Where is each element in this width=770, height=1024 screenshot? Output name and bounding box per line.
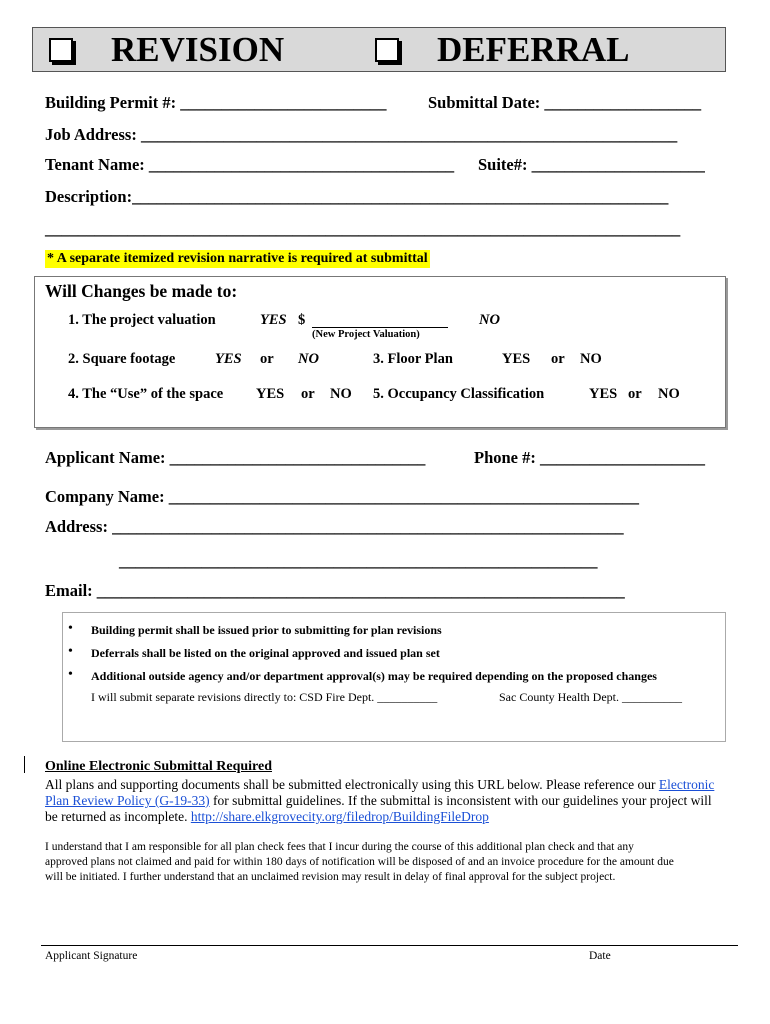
occupancy-label: 5. Occupancy Classification (373, 386, 545, 402)
revision-checkbox-icon[interactable] (49, 38, 73, 62)
changes-title: Will Changes be made to: (45, 281, 238, 301)
square-footage-label: 2. Square footage (68, 351, 176, 367)
valuation-no[interactable]: NO (479, 312, 500, 328)
electronic-policy-link[interactable]: Electronic (658, 777, 715, 792)
email-field[interactable]: Email: ________________________________________________________________ (45, 581, 625, 600)
floor-plan-label: 3. Floor Plan (373, 351, 453, 367)
bullet-dot-icon: • (68, 667, 73, 682)
description-line-2[interactable]: _____________________________________________________________________________ (45, 219, 681, 238)
occupancy-no[interactable]: NO (658, 386, 680, 402)
use-of-space-no[interactable]: NO (330, 386, 352, 402)
narrative-note: * A separate itemized revision narrative is required at submittal (47, 251, 428, 266)
health-dept-field[interactable]: Sac County Health Dept. __________ (499, 690, 682, 704)
bullet-dot-icon: • (68, 621, 73, 636)
statement-line-1: I understand that I am responsible for all plan check fees that I incur during the course of this additional plan check and that any (45, 841, 634, 853)
use-of-space-or: or (301, 386, 315, 402)
fire-dept-field[interactable]: I will submit separate revisions directly to: CSD Fire Dept. __________ (91, 690, 438, 704)
statement-line-2: approved plans not claimed and paid for within 180 days of notification will be disposed of and an invoice procedure for the amount due (45, 856, 674, 868)
floor-plan-or: or (551, 351, 565, 367)
job-address-field[interactable]: Job Address: _________________________________________________________________ (45, 125, 678, 144)
address-line-2[interactable]: __________________________________________________________ (119, 551, 598, 570)
square-footage-or: or (260, 351, 274, 367)
company-name-field[interactable]: Company Name: _________________________________________________________ (45, 487, 639, 506)
online-paragraph-line-2 (45, 793, 712, 809)
requirements-box (62, 612, 726, 742)
applicant-name-field[interactable]: Applicant Name: _______________________________ (45, 448, 426, 467)
floor-plan-yes[interactable]: YES (502, 351, 531, 367)
online-paragraph-line-3 (45, 809, 489, 825)
online-text: be returned as incomplete. (45, 809, 188, 824)
online-text: for submittal guidelines. If the submittal is inconsistent with our guidelines your project will (212, 793, 712, 808)
valuation-label: 1. The project valuation (68, 312, 216, 328)
online-text: All plans and supporting documents shall be submitted electronically using this URL below. Please reference our (45, 777, 656, 792)
tenant-name-field[interactable]: Tenant Name: _____________________________________ (45, 155, 455, 174)
floor-plan-no[interactable]: NO (580, 351, 602, 367)
description-field[interactable]: Description:_________________________________________________________________ (45, 187, 669, 206)
date-label: Date (589, 950, 611, 962)
submittal-date-field[interactable]: Submittal Date: ___________________ (428, 93, 702, 112)
deferral-label: DEFERRAL (437, 30, 630, 69)
file-drop-link[interactable]: http://share.elkgrovecity.org/filedrop/BuildingFileDrop (190, 809, 489, 824)
revision-label: REVISION (111, 30, 285, 69)
deferral-checkbox-icon[interactable] (375, 38, 399, 62)
square-footage-no[interactable]: NO (298, 351, 319, 367)
requirement-item: Building permit shall be issued prior to submitting for plan revisions (91, 623, 442, 637)
applicant-signature-label: Applicant Signature (45, 950, 138, 962)
bullet-dot-icon: • (68, 644, 73, 659)
square-footage-yes[interactable]: YES (215, 351, 242, 367)
requirement-item: Additional outside agency and/or department approval(s) may be required depending on the proposed changes (91, 669, 657, 683)
online-submittal-heading: Online Electronic Submittal Required (45, 759, 272, 774)
use-of-space-yes[interactable]: YES (256, 386, 285, 402)
revision-bar (24, 756, 25, 773)
requirement-item: Deferrals shall be listed on the original approved and issued plan set (91, 646, 440, 660)
valuation-sublabel: (New Project Valuation) (312, 329, 420, 340)
deferral-option[interactable] (375, 30, 630, 70)
revision-option[interactable] (49, 30, 284, 70)
valuation-input-line[interactable] (312, 327, 448, 328)
suite-field[interactable]: Suite#: _____________________ (478, 155, 705, 174)
phone-field[interactable]: Phone #: ____________________ (474, 448, 705, 467)
address-field[interactable]: Address: ______________________________________________________________ (45, 517, 624, 536)
form-type-header (32, 27, 726, 72)
plan-review-policy-link[interactable]: Plan Review Policy (G-19-33) (45, 793, 210, 808)
statement-line-3: will be initiated. I further understand that an unclaimed revision may result in delay of final approval for the subject project. (45, 871, 616, 883)
changes-section (34, 276, 726, 428)
occupancy-or: or (628, 386, 642, 402)
online-paragraph-line-1 (45, 777, 714, 793)
occupancy-yes[interactable]: YES (589, 386, 618, 402)
building-permit-field[interactable]: Building Permit #: _________________________ (45, 93, 387, 112)
signature-line[interactable] (41, 945, 738, 946)
valuation-yes[interactable]: YES (260, 312, 287, 328)
use-of-space-label: 4. The “Use” of the space (68, 386, 224, 402)
valuation-dollar: $ (298, 312, 306, 328)
